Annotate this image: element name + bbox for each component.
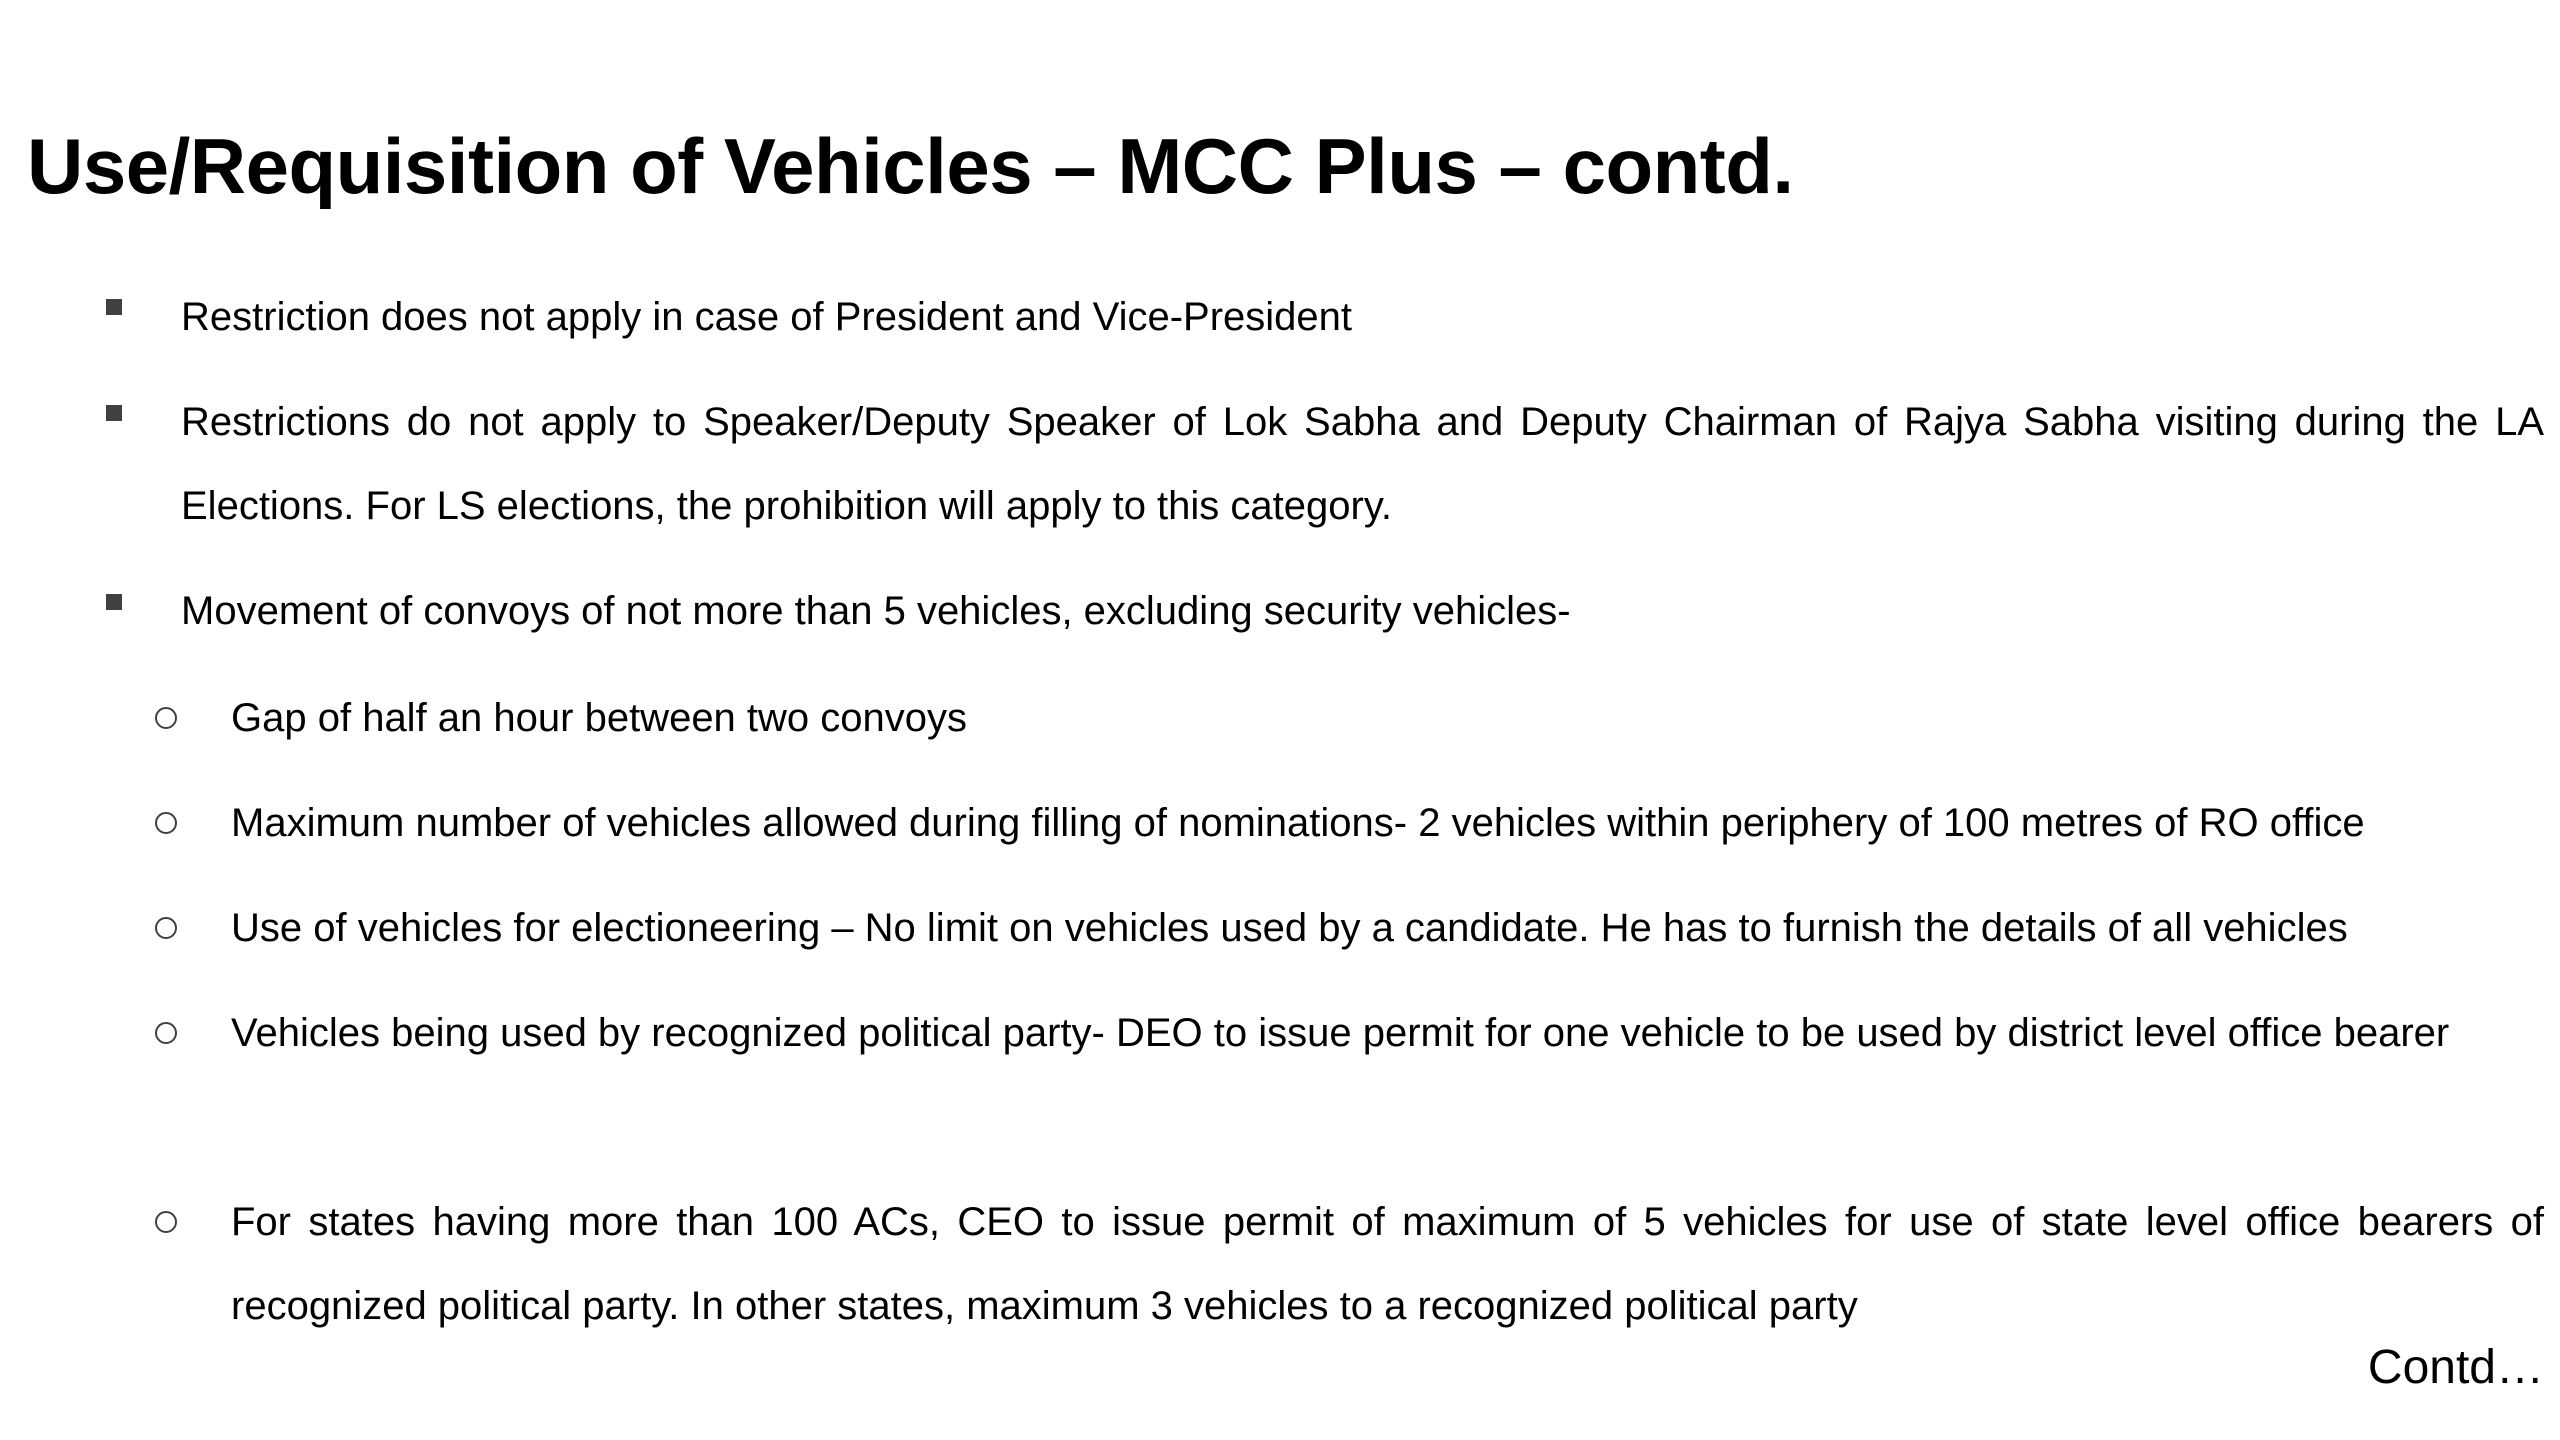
list-item [181,380,2544,548]
sub-bullet-text: Use of vehicles for electioneering – No limit on vehicles used by a candidate. He has to furnish the details of all vehicles [231,906,2348,950]
circle-bullet-icon [155,707,177,729]
list-item [231,991,2544,1075]
bullet-text: Restriction does not apply in case of President and Vice-President [181,295,1353,339]
circle-bullet-icon [155,812,177,834]
square-bullet-icon [106,594,122,610]
slide-title: Use/Requisition of Vehicles – MCC Plus – contd. [27,122,1794,210]
circle-bullet-icon [155,917,177,939]
square-bullet-icon [106,299,122,315]
list-item [181,569,2544,653]
sub-bullet-text: For states having more than 100 ACs, CEO to issue permit of maximum of 5 vehicles for use of state level office bearers of recognized political party. In other states, maximum 3 vehicles to a recognized political party [231,1200,2544,1328]
square-bullet-icon [106,405,122,421]
list-item [231,781,2544,865]
sub-bullet-text: Maximum number of vehicles allowed during filling of nominations- 2 vehicles within periphery of 100 metres of RO office [231,801,2365,845]
sub-bullet-text: Vehicles being used by recognized political party- DEO to issue permit for one vehicle to be used by district level office bearer [231,1011,2450,1055]
list-item [231,886,2544,970]
sub-bullet-text: Gap of half an hour between two convoys [231,696,968,740]
list-item [231,1180,2544,1348]
list-item [181,275,2544,359]
bullet-text: Restrictions do not apply to Speaker/Deputy Speaker of Lok Sabha and Deputy Chairman of Rajya Sabha visiting during the LA Elections. For LS elections, the prohibition will apply to this category. [181,400,2544,528]
continued-note: Contd… [2367,1341,2544,1394]
circle-bullet-icon [155,1022,177,1044]
bullet-text: Movement of convoys of not more than 5 vehicles, excluding security vehicles- [181,589,1571,633]
circle-bullet-icon [155,1211,177,1233]
list-item [231,676,2544,760]
